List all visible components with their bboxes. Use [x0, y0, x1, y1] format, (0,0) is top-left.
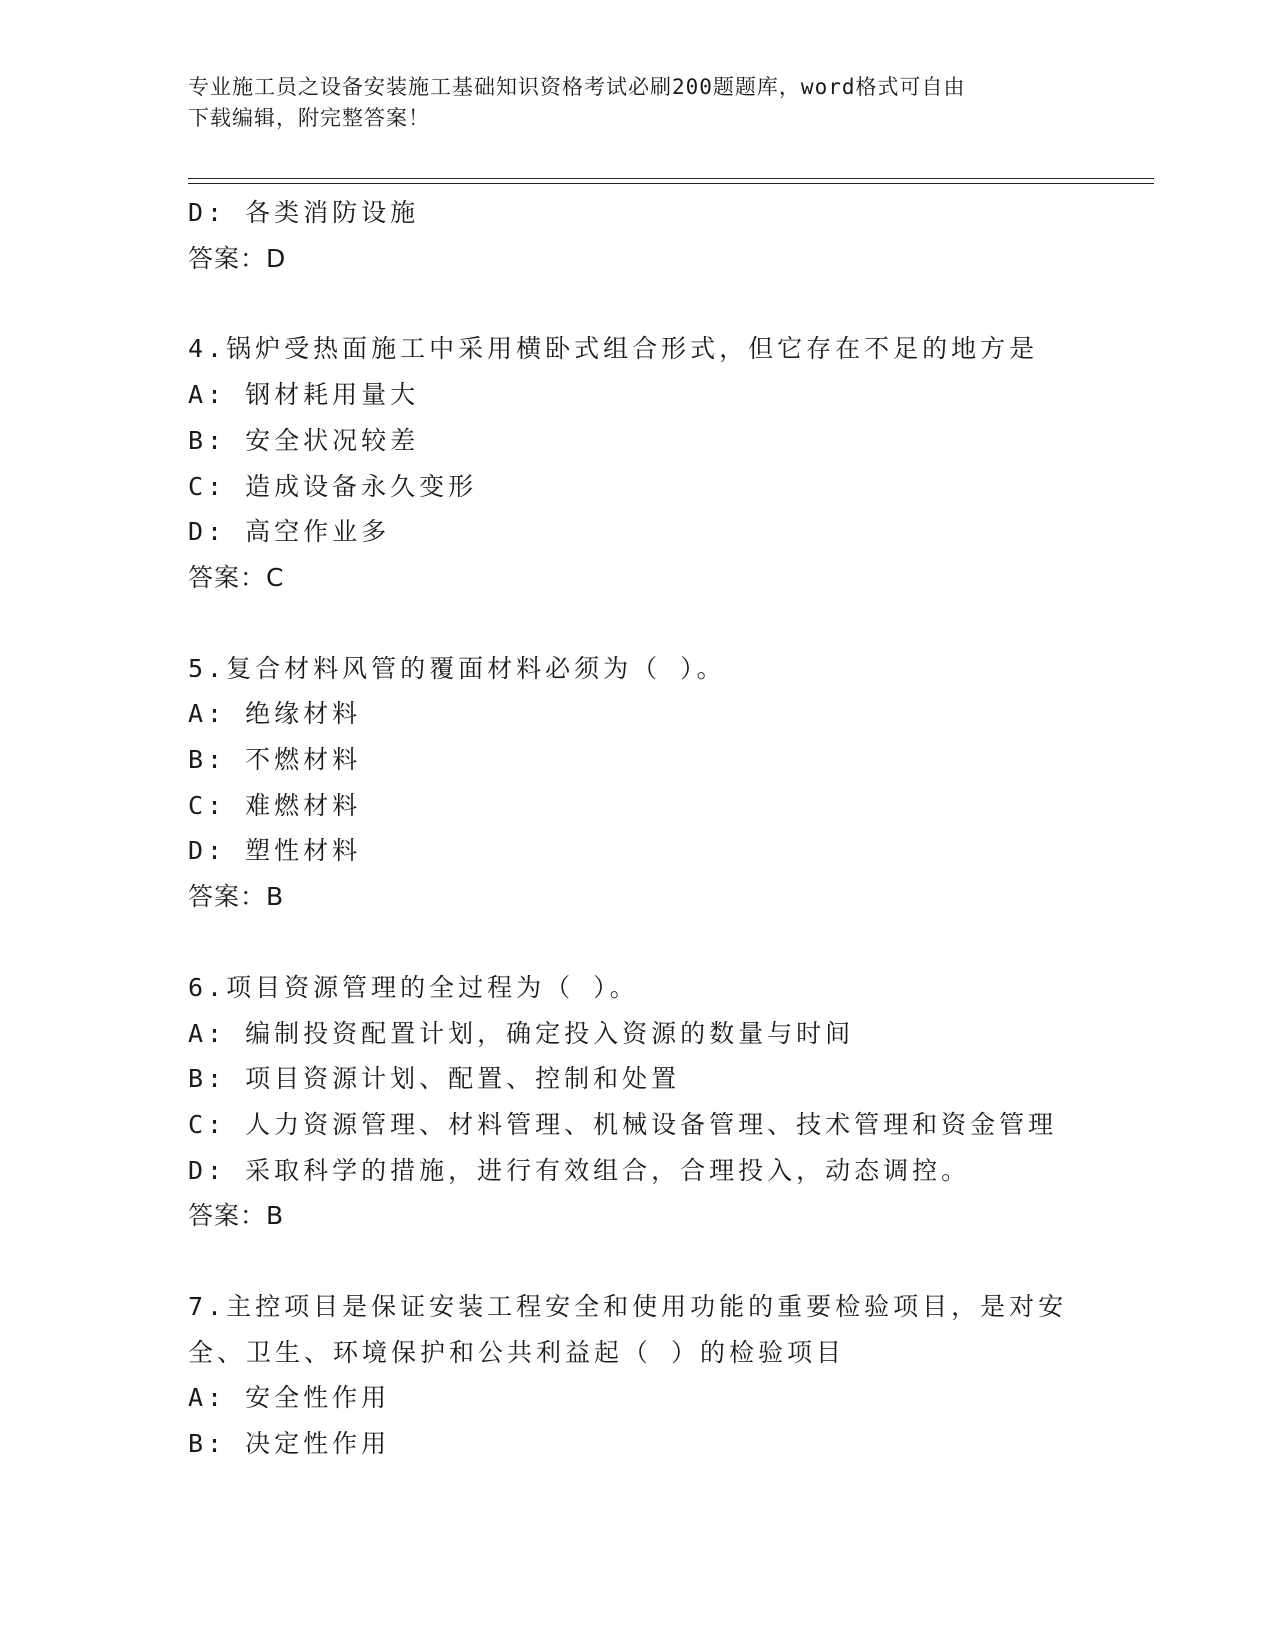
option-a: A: 钢材耗用量大 [188, 380, 420, 410]
answer: 答案：B [188, 1201, 285, 1231]
question-text-line-2: 全、卫生、环境保护和公共利益起（ ）的检验项目 [188, 1337, 846, 1367]
header-rule-bottom [188, 183, 1154, 184]
option-b: B: 不燃材料 [188, 745, 362, 775]
question-4 [188, 326, 1088, 600]
option-d: D: 高空作业多 [188, 517, 391, 547]
option-c: C: 人力资源管理、材料管理、机械设备管理、技术管理和资金管理 [188, 1109, 1058, 1139]
header-line-1: 专业施工员之设备安装施工基础知识资格考试必刷200题题库，word格式可自由 [188, 75, 966, 99]
option-d: D: 塑性材料 [188, 836, 362, 866]
option-b: B: 项目资源计划、配置、控制和处置 [188, 1064, 681, 1094]
question-6 [188, 965, 1088, 1239]
question-text: 5.复合材料风管的覆面材料必须为（ ）。 [188, 653, 726, 683]
option-b: B: 安全状况较差 [188, 425, 420, 455]
option-d: D: 采取科学的措施，进行有效组合，合理投入，动态调控。 [188, 1155, 971, 1185]
option-a: A: 编制投资配置计划，确定投入资源的数量与时间 [188, 1018, 855, 1048]
header-rule-top [188, 178, 1154, 179]
document-body [188, 190, 1088, 1467]
question-3-tail [188, 190, 1088, 281]
option-c: C: 难燃材料 [188, 790, 362, 820]
question-5 [188, 646, 1088, 920]
answer: 答案：B [188, 882, 285, 912]
option-a: A: 绝缘材料 [188, 699, 362, 729]
answer: 答案：C [188, 562, 285, 592]
answer: 答案：D [188, 243, 287, 273]
question-text: 4.锅炉受热面施工中采用横卧式组合形式，但它存在不足的地方是 [188, 334, 1039, 364]
option-b: B: 决定性作用 [188, 1429, 391, 1459]
question-text: 6.项目资源管理的全过程为（ ）。 [188, 972, 639, 1002]
option-c: C: 造成设备永久变形 [188, 471, 478, 501]
option-a: A: 安全性作用 [188, 1383, 391, 1413]
question-text-line-1: 7.主控项目是保证安装工程安全和使用功能的重要检验项目，是对安 [188, 1292, 1068, 1322]
question-7 [188, 1284, 1088, 1467]
document-header [188, 72, 1068, 134]
option-d: D: 各类消防设施 [188, 198, 420, 227]
header-line-2: 下载编辑，附完整答案！ [188, 106, 430, 130]
